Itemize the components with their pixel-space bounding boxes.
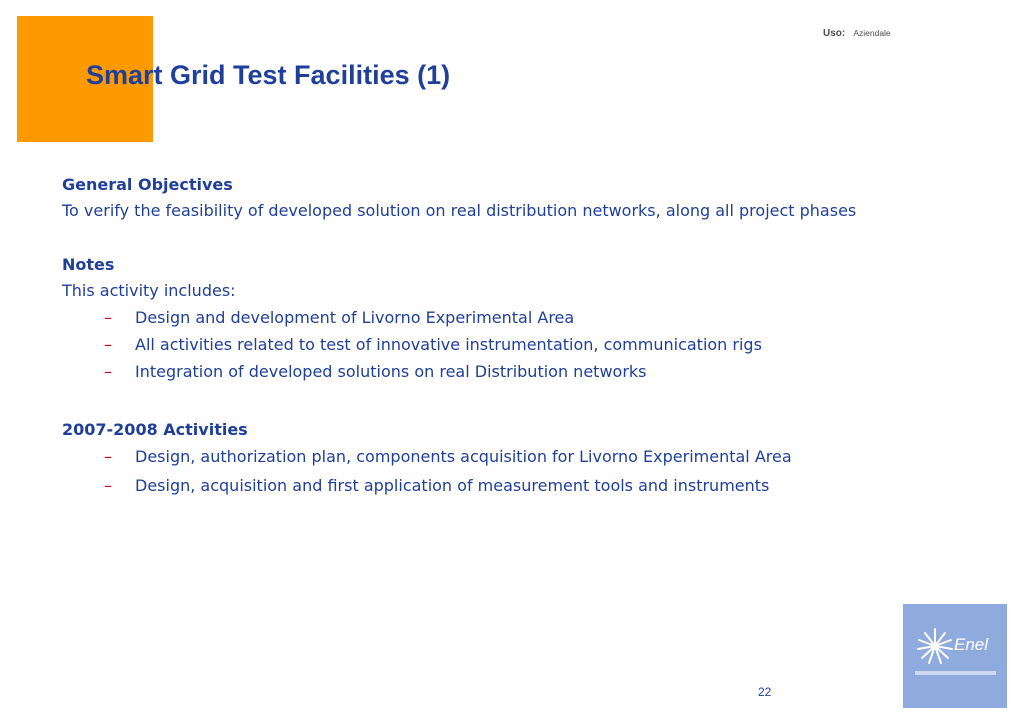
bullet-dash: –	[104, 335, 112, 354]
notes-list	[62, 304, 982, 385]
list-item	[104, 471, 982, 500]
general-objectives-text: To verify the feasibility of developed solution on real distribution networks, along all project phases	[62, 201, 857, 220]
page-number: 22	[758, 685, 772, 699]
enel-wordmark: Enel	[954, 635, 989, 654]
bullet-dash: –	[104, 476, 112, 495]
list-item	[104, 331, 982, 358]
notes-heading: Notes	[62, 255, 115, 274]
usage-label: Uso:	[823, 28, 846, 39]
list-item	[104, 358, 982, 385]
bullet-dash: –	[104, 447, 112, 466]
list-item-text: Design, acquisition and first application of measurement tools and instruments	[135, 476, 770, 495]
activities-heading: 2007-2008 Activities	[62, 420, 248, 439]
notes-intro: This activity includes:	[62, 281, 236, 300]
list-item-text: All activities related to test of innovative instrumentation, communication rigs	[135, 335, 762, 354]
bullet-dash: –	[104, 308, 112, 327]
list-item	[104, 304, 982, 331]
list-item-text: Design, authorization plan, components acquisition for Livorno Experimental Area	[135, 447, 792, 466]
list-item	[104, 442, 982, 471]
list-item-text: Integration of developed solutions on real Distribution networks	[135, 362, 647, 381]
slide-body	[62, 172, 982, 500]
usage-classification	[823, 21, 891, 37]
bullet-dash: –	[104, 362, 112, 381]
list-item-text: Design and development of Livorno Experimental Area	[135, 308, 575, 327]
general-objectives-heading: General Objectives	[62, 175, 233, 194]
usage-value: Aziendale	[853, 28, 891, 38]
enel-sun-icon	[903, 604, 1007, 708]
slide-title: Smart Grid Test Facilities (1)	[86, 60, 451, 90]
enel-logo	[903, 604, 1007, 708]
activities-list	[62, 442, 982, 500]
